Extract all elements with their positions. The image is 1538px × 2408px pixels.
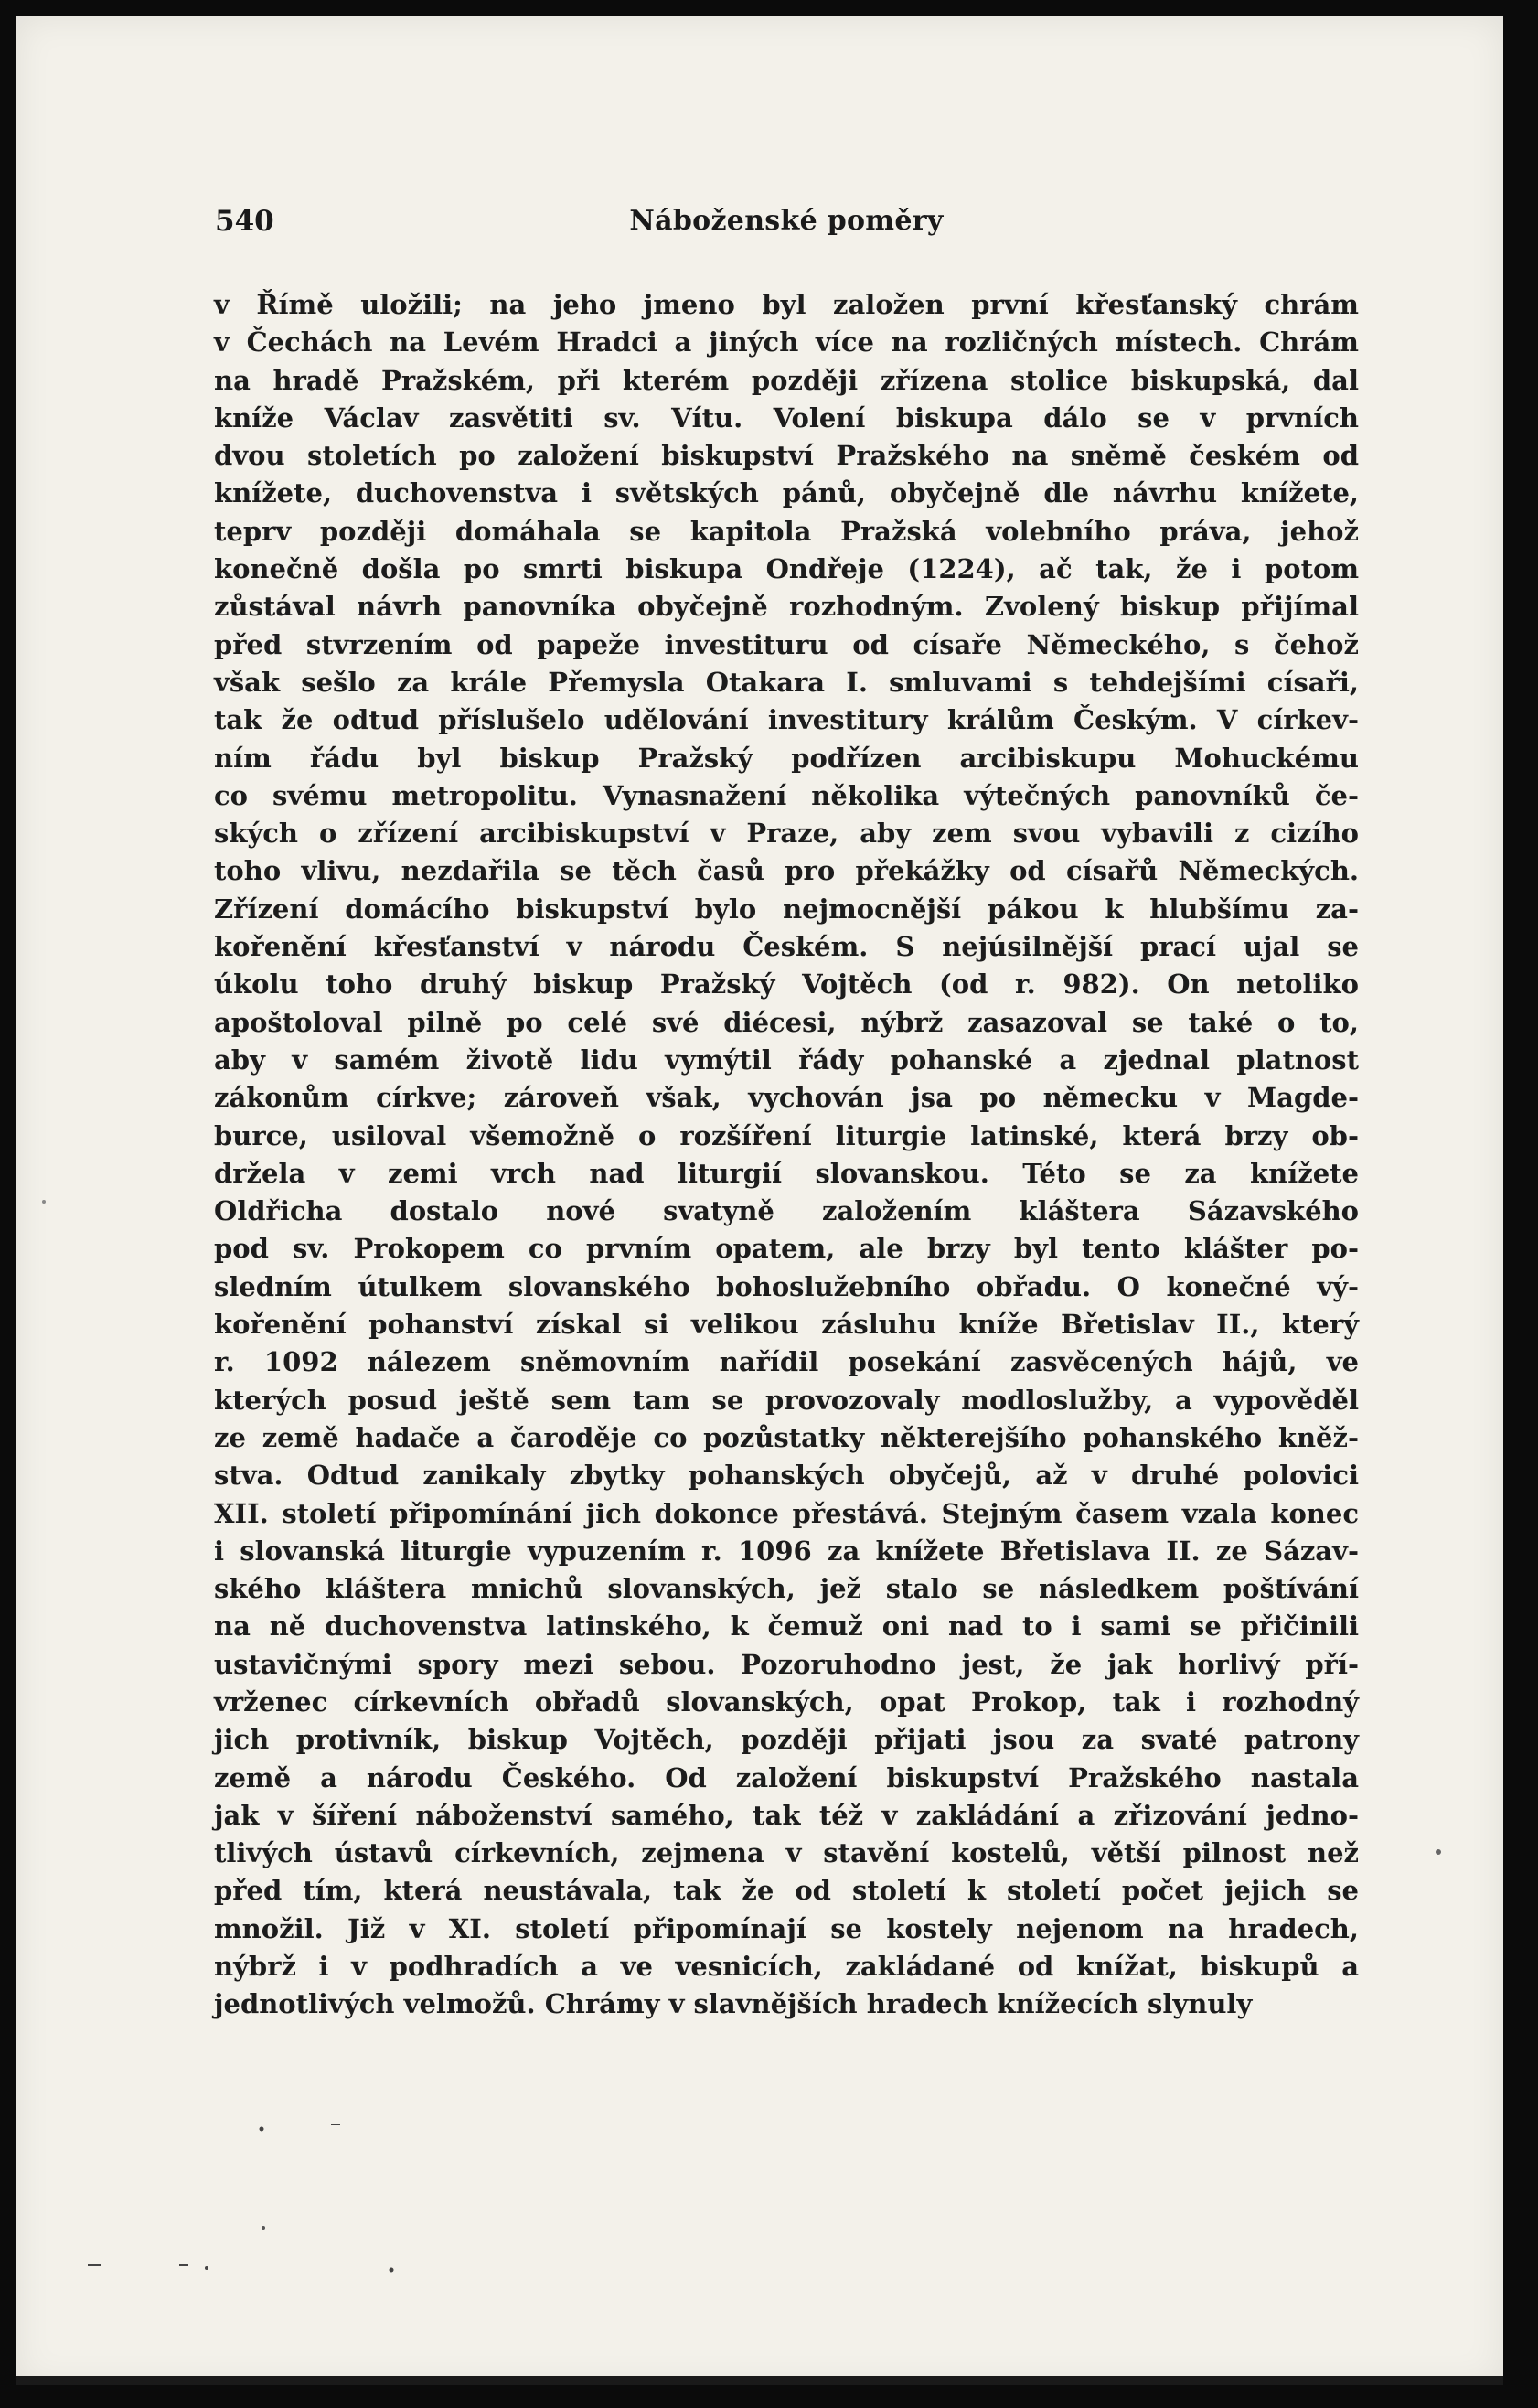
text-line: kořenění pohanství získal si velikou zásluhu kníže Břetislav II., který xyxy=(214,1309,1359,1341)
text-line: ním řádu byl biskup Pražský podřízen arcibiskupu Mohuckému xyxy=(214,742,1359,774)
text-line: nýbrž i v podhradích a ve vesnicích, zakládané od knížat, biskupů a xyxy=(214,1951,1359,1983)
text-line: co svému metropolitu. Vynasnažení několika výtečných panovníků če- xyxy=(214,779,1359,811)
text-line: teprv později domáhala se kapitola Pražská volebního práva, jehož xyxy=(214,515,1359,547)
text-line: jich protivník, biskup Vojtěch, později přijati jsou za svaté patrony xyxy=(214,1724,1359,1756)
page-number: 540 xyxy=(215,205,274,238)
text-line: ského kláštera mnichů slovanských, jež stalo se následkem poštívání xyxy=(214,1573,1359,1605)
text-line: burce, usiloval všemožně o rozšíření liturgie latinské, která brzy ob- xyxy=(214,1119,1359,1151)
text-line: XII. století připomínání jich dokonce přestává. Stejným časem vzala konec xyxy=(214,1497,1359,1529)
text-line: aby v samém životě lidu vymýtil řády pohanské a zjednal platnost xyxy=(214,1043,1359,1076)
text-line: na hradě Pražském, při kterém později zřízena stolice biskupská, dal xyxy=(214,364,1359,396)
page-header xyxy=(215,205,1358,251)
text-line: sledním útulkem slovanského bohoslužebního obřadu. O konečné vý- xyxy=(214,1270,1359,1302)
text-line: ze země hadače a čaroděje co pozůstatky některejšího pohanského kněž- xyxy=(214,1421,1359,1453)
text-line: úkolu toho druhý biskup Pražský Vojtěch (od r. 982). On netoliko xyxy=(214,969,1359,1001)
body-text xyxy=(214,286,1359,2024)
text-line: na ně duchovenstva latinského, k čemuž oni nad to i sami se přičinili xyxy=(214,1611,1359,1643)
text-line: před stvrzením od papeže investituru od císaře Německého, s čehož xyxy=(214,628,1359,660)
text-line: jednotlivých velmožů. Chrámy v slavnějších hradech knížecích slynuly xyxy=(214,1988,1253,2020)
text-line: před tím, která neustávala, tak že od století k století počet jejich se xyxy=(214,1875,1359,1907)
text-line: toho vlivu, nezdařila se těch časů pro překážky od císařů Německých. xyxy=(214,855,1359,887)
text-line: i slovanská liturgie vypuzením r. 1096 za knížete Břetislava II. ze Sázav- xyxy=(214,1535,1359,1567)
text-line: ských o zřízení arcibiskupství v Praze, aby zem svou vybavili z cizího xyxy=(214,818,1359,850)
text-line: knížete, duchovenstva i světských pánů, obyčejně dle návrhu knížete, xyxy=(214,477,1359,509)
text-line: konečně došla po smrti biskupa Ondřeje (1224), ač tak, že i potom xyxy=(214,553,1359,585)
text-line: vrženec církevních obřadů slovanských, opat Prokop, tak i rozhodný xyxy=(214,1686,1359,1718)
text-line: dvou stoletích po založení biskupství Pražského na sněmě českém od xyxy=(214,440,1359,472)
text-line: stva. Odtud zanikaly zbytky pohanských obyčejů, až v druhé polovici xyxy=(214,1460,1359,1492)
text-line: ustavičnými spory mezi sebou. Pozoruhodno jest, že jak horlivý pří- xyxy=(214,1648,1359,1680)
text-line: r. 1092 nálezem sněmovním nařídil posekání zasvěcených hájů, ve xyxy=(214,1346,1359,1378)
text-line: jak v šíření náboženství samého, tak též v zakládání a zřizování jedno- xyxy=(214,1799,1359,1831)
text-line: kníže Václav zasvětiti sv. Vítu. Volení biskupa dálo se v prvních xyxy=(214,401,1359,433)
text-line: apoštoloval pilně po celé své diécesi, nýbrž zasazoval se také o to, xyxy=(214,1006,1359,1038)
text-line: kterých posud ještě sem tam se provozovaly modloslužby, a vypověděl xyxy=(214,1384,1359,1416)
text-line: množil. Již v XI. století připomínají se kostely nejenom na hradech, xyxy=(214,1912,1359,1944)
text-line: Oldřicha dostalo nové svatyně založením kláštera Sázavského xyxy=(214,1195,1359,1227)
text-line: Zřízení domácího biskupství bylo nejmocnější pákou k hlubšímu za- xyxy=(214,893,1359,925)
text-line: v Římě uložili; na jeho jmeno byl založen první křesťanský chrám xyxy=(214,289,1359,320)
text-line: kořenění křesťanství v národu Českém. S nejúsilnější prací ujal se xyxy=(214,931,1359,963)
text-line: v Čechách na Levém Hradci a jiných více na rozličných místech. Chrám xyxy=(214,326,1359,359)
text-line: pod sv. Prokopem co prvním opatem, ale brzy byl tento klášter po- xyxy=(214,1233,1359,1265)
text-line: tak že odtud příslušelo udělování investitury králům Českým. V církev- xyxy=(214,704,1359,736)
text-line: země a národu Českého. Od založení biskupství Pražského nastala xyxy=(214,1761,1359,1793)
scanned-page xyxy=(16,16,1503,2385)
running-title: Náboženské poměry xyxy=(629,205,944,237)
text-line: tlivých ústavů církevních, zejmena v stavění kostelů, větší pilnost než xyxy=(214,1837,1359,1869)
text-line: držela v zemi vrch nad liturgií slovanskou. Této se za knížete xyxy=(214,1157,1359,1189)
text-line: zákonům církve; zároveň však, vychován jsa po německu v Magde- xyxy=(214,1082,1359,1114)
text-line: zůstával návrh panovníka obyčejně rozhodným. Zvolený biskup přijímal xyxy=(214,591,1359,623)
text-line: však sešlo za krále Přemysla Otakara I. smluvami s tehdejšími císaři, xyxy=(214,666,1359,698)
